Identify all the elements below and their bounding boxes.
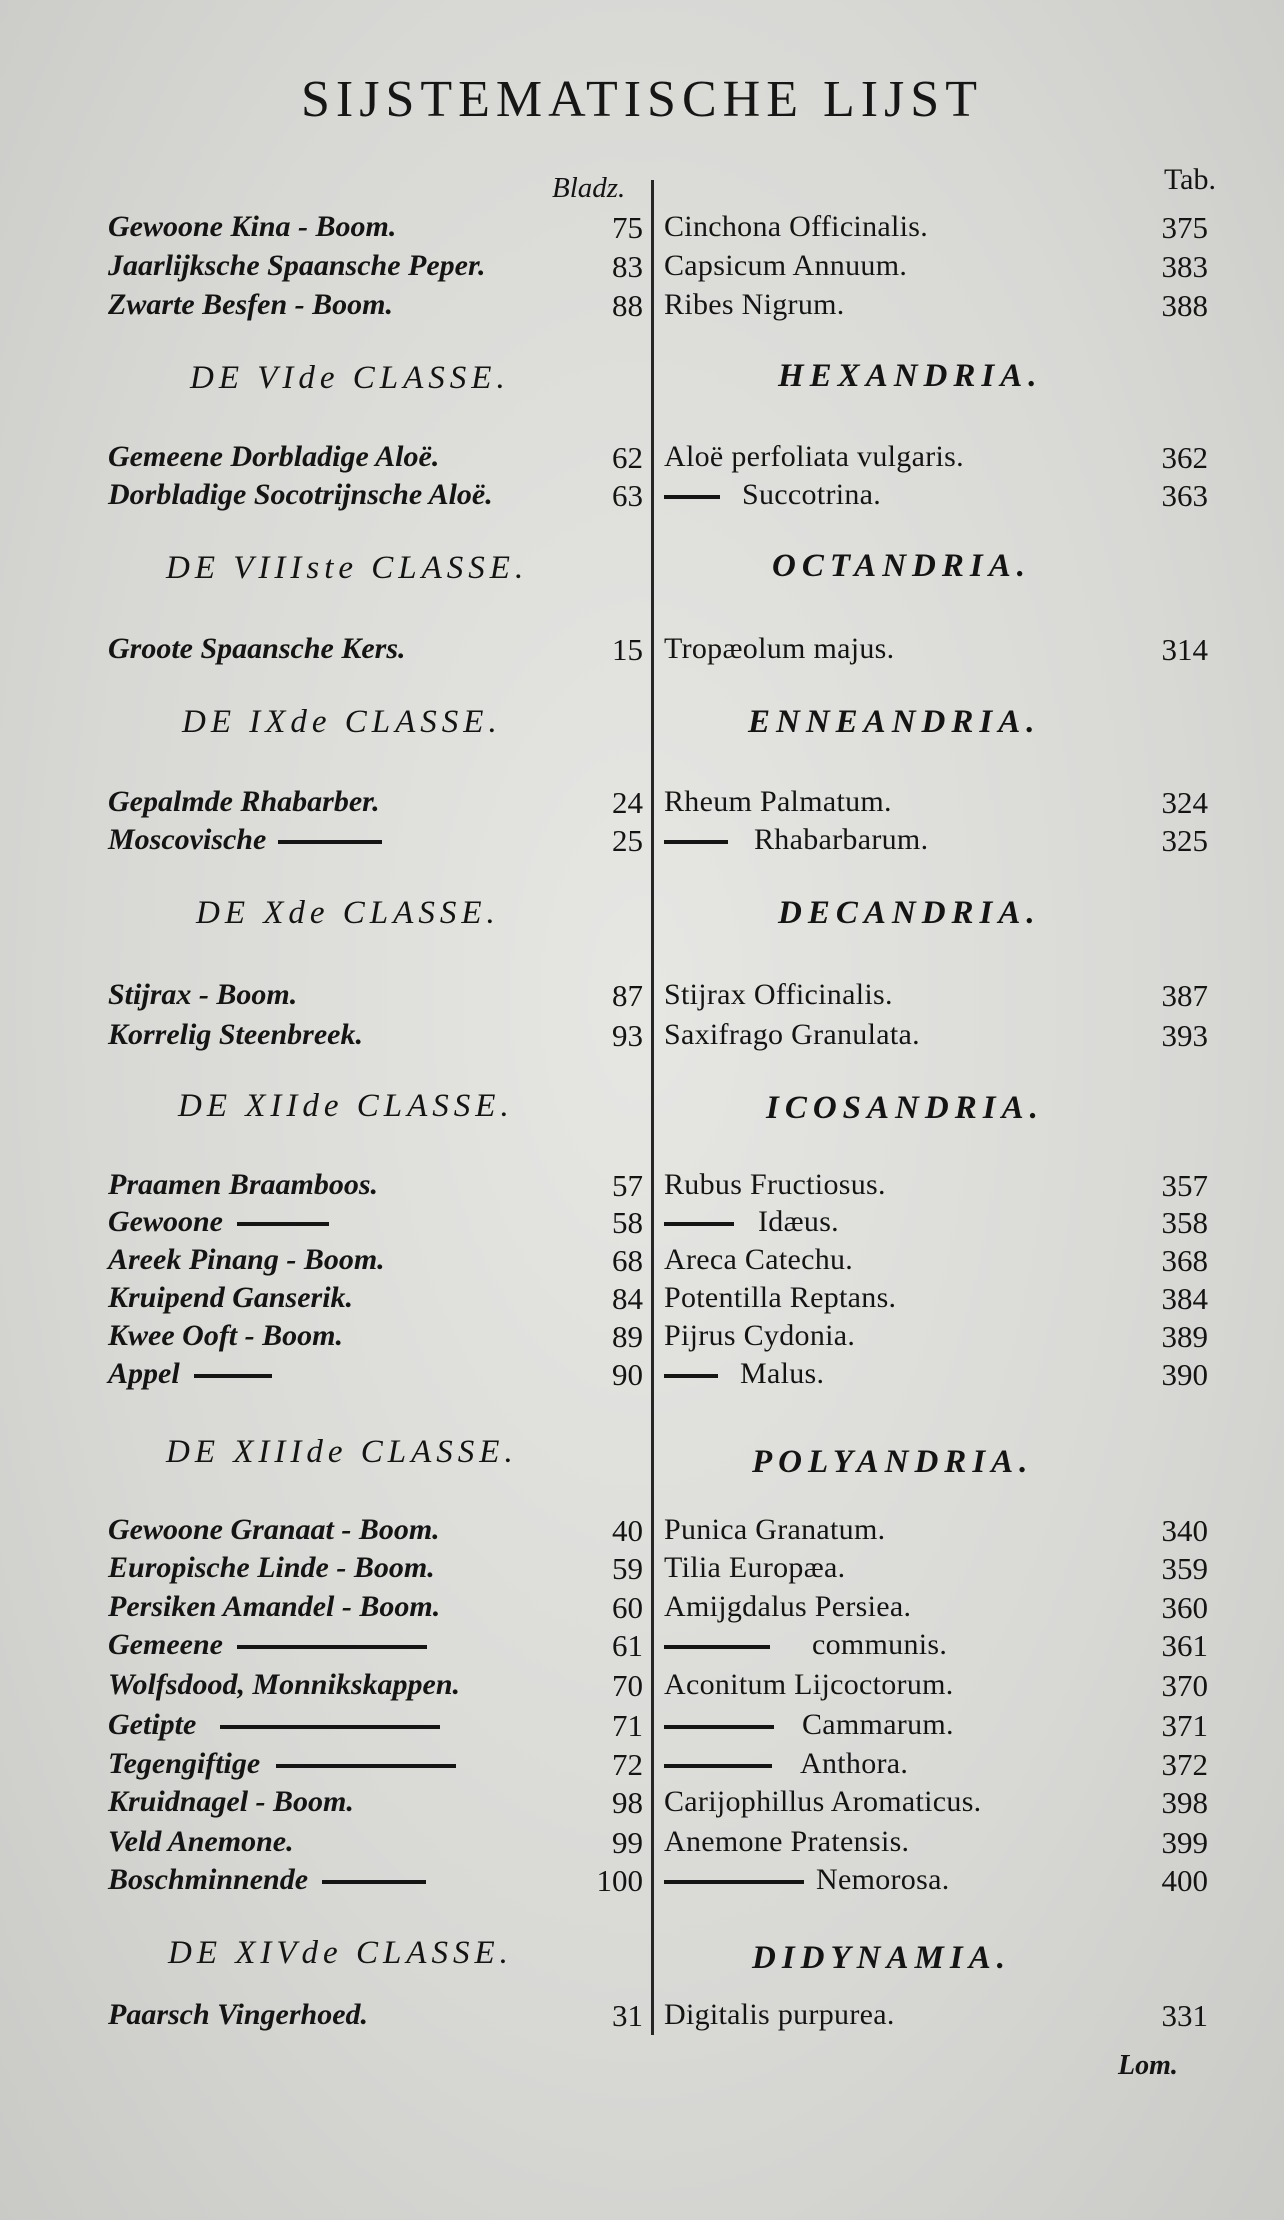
page-number: 68 — [612, 1243, 643, 1278]
dutch-name: Korrelig Steenbreek. — [108, 1018, 363, 1051]
ditto-dash — [278, 840, 382, 844]
page-number: 40 — [612, 1513, 643, 1548]
ditto-dash — [664, 1374, 718, 1378]
dutch-name — [108, 1747, 568, 1781]
page-number: 100 — [596, 1863, 643, 1898]
latin-name: Digitalis purpurea. — [664, 1998, 895, 2031]
plate-number: 375 — [1161, 210, 1208, 245]
latin-name-text: communis. — [812, 1628, 948, 1661]
page-number: 93 — [612, 1018, 643, 1053]
latin-name: Saxifrago Granulata. — [664, 1018, 920, 1051]
latin-name — [664, 1863, 1144, 1897]
latin-name-text: Rhabarbarum. — [754, 823, 929, 856]
latin-name: Pijrus Cydonia. — [664, 1319, 856, 1352]
dutch-name: Kruipend Ganserik. — [108, 1281, 354, 1314]
dutch-name: Gemeene Dorbladige Aloë. — [108, 440, 440, 473]
plate-number: 314 — [1161, 632, 1208, 667]
dutch-name: Zwarte Besfen - Boom. — [108, 288, 393, 321]
dutch-name: Europische Linde - Boom. — [108, 1551, 435, 1584]
plate-number: 372 — [1161, 1747, 1208, 1782]
plate-number: 368 — [1161, 1243, 1208, 1278]
plate-number: 371 — [1161, 1708, 1208, 1743]
ditto-dash — [220, 1725, 440, 1729]
latin-name — [664, 1708, 1144, 1742]
plate-number: 340 — [1161, 1513, 1208, 1548]
latin-name: Rubus Fructiosus. — [664, 1168, 886, 1201]
page-number: 89 — [612, 1319, 643, 1354]
page-number: 63 — [612, 478, 643, 513]
latin-name — [664, 823, 1144, 857]
page-number: 61 — [612, 1628, 643, 1663]
latin-name: Carijophillus Aromaticus. — [664, 1785, 982, 1818]
class-heading-dutch: DE XIIIde CLASSE. — [166, 1434, 518, 1470]
ditto-dash — [664, 1764, 772, 1768]
ditto-dash — [664, 495, 720, 499]
dutch-name: Wolfsdood, Monnikskappen. — [108, 1668, 461, 1701]
ditto-dash — [664, 1880, 804, 1884]
dutch-name: Groote Spaansche Kers. — [108, 632, 406, 665]
plate-number: 361 — [1161, 1628, 1208, 1663]
plate-number: 384 — [1161, 1281, 1208, 1316]
dutch-name: Stijrax - Boom. — [108, 978, 298, 1011]
class-heading-dutch: DE VIIIste CLASSE. — [166, 550, 529, 586]
latin-name-text: Nemorosa. — [816, 1863, 950, 1896]
page-number: 83 — [612, 249, 643, 284]
dutch-name: Gewoone Granaat - Boom. — [108, 1513, 440, 1546]
page-number: 99 — [612, 1825, 643, 1860]
dutch-name-text: Gemeene — [108, 1628, 223, 1661]
page-number: 15 — [612, 632, 643, 667]
class-heading-latin: ENNEANDRIA. — [748, 704, 1041, 740]
latin-name — [664, 1628, 1144, 1662]
latin-name — [664, 1205, 1144, 1239]
class-heading-latin: POLYANDRIA. — [752, 1444, 1034, 1480]
latin-name: Ribes Nigrum. — [664, 288, 845, 321]
latin-name: Tropæolum majus. — [664, 632, 895, 665]
ditto-dash — [664, 1645, 770, 1649]
dutch-name: Dorbladige Socotrijnsche Aloë. — [108, 478, 493, 511]
dutch-name-text: Moscovische — [108, 823, 267, 856]
plate-number: 387 — [1161, 978, 1208, 1013]
dutch-name — [108, 1628, 568, 1662]
class-heading-dutch: DE IXde CLASSE. — [182, 704, 502, 740]
plate-number: 362 — [1161, 440, 1208, 475]
ditto-dash — [664, 840, 728, 844]
dutch-name: Areek Pinang - Boom. — [108, 1243, 385, 1276]
page-number: 25 — [612, 823, 643, 858]
latin-name: Capsicum Annuum. — [664, 249, 908, 282]
dutch-name-text: Boschminnende — [108, 1863, 309, 1896]
plate-number: 358 — [1161, 1205, 1208, 1240]
page-number: 24 — [612, 785, 643, 820]
latin-name: Aconitum Lijcoctorum. — [664, 1668, 954, 1701]
class-heading-dutch: DE VIde CLASSE. — [190, 360, 510, 396]
dutch-name: Gewoone Kina - Boom. — [108, 210, 397, 243]
latin-name-text: Cammarum. — [802, 1708, 954, 1741]
latin-name: Punica Granatum. — [664, 1513, 886, 1546]
plate-number: 398 — [1161, 1785, 1208, 1820]
class-heading-latin: DIDYNAMIA. — [752, 1940, 1011, 1976]
page-number: 31 — [612, 1998, 643, 2033]
plate-number: 363 — [1161, 478, 1208, 513]
latin-name-text: Malus. — [740, 1357, 825, 1390]
plate-number: 389 — [1161, 1319, 1208, 1354]
page-number: 60 — [612, 1590, 643, 1625]
class-heading-latin: DECANDRIA. — [778, 895, 1041, 931]
page-number: 90 — [612, 1357, 643, 1392]
dutch-name: Kruidnagel - Boom. — [108, 1785, 354, 1818]
ditto-dash — [237, 1645, 427, 1649]
ditto-dash — [322, 1880, 426, 1884]
class-heading-latin: OCTANDRIA. — [772, 548, 1031, 584]
latin-name: Stijrax Officinalis. — [664, 978, 893, 1011]
latin-name: Potentilla Reptans. — [664, 1281, 897, 1314]
page-number: 72 — [612, 1747, 643, 1782]
page-title: SIJSTEMATISCHE LIJST — [301, 71, 983, 128]
class-heading-latin: HEXANDRIA. — [778, 358, 1043, 394]
page-number: 59 — [612, 1551, 643, 1586]
dutch-name: Persiken Amandel - Boom. — [108, 1590, 441, 1623]
dutch-name-text: Gewoone — [108, 1205, 223, 1238]
dutch-name: Praamen Braamboos. — [108, 1168, 379, 1201]
dutch-name: Kwee Ooft - Boom. — [108, 1319, 343, 1352]
plate-number: 400 — [1161, 1863, 1208, 1898]
latin-name-text: Anthora. — [800, 1747, 909, 1780]
class-heading-dutch: DE Xde CLASSE. — [196, 895, 500, 931]
dutch-name: Veld Anemone. — [108, 1825, 294, 1858]
dutch-name — [108, 1357, 568, 1391]
dutch-name: Gepalmde Rhabarber. — [108, 785, 380, 818]
dutch-name: Jaarlijksche Spaansche Peper. — [108, 249, 486, 282]
latin-name — [664, 1747, 1144, 1781]
class-heading-latin: ICOSANDRIA. — [766, 1090, 1044, 1126]
plate-number: 360 — [1161, 1590, 1208, 1625]
page-number: 98 — [612, 1785, 643, 1820]
ditto-dash — [194, 1374, 272, 1378]
page-number: 70 — [612, 1668, 643, 1703]
latin-name: Areca Catechu. — [664, 1243, 854, 1276]
column-header-bladz: Bladz. — [552, 172, 626, 204]
latin-name: Rheum Palmatum. — [664, 785, 892, 818]
page-number: 57 — [612, 1168, 643, 1203]
plate-number: 359 — [1161, 1551, 1208, 1586]
ditto-dash — [276, 1764, 456, 1768]
page-number: 62 — [612, 440, 643, 475]
dutch-name — [108, 1708, 568, 1742]
latin-name: Cinchona Officinalis. — [664, 210, 929, 243]
page-number: 71 — [612, 1708, 643, 1743]
dutch-name-text: Appel — [108, 1357, 180, 1390]
latin-name-text: Idæus. — [758, 1205, 839, 1238]
ditto-dash — [237, 1222, 329, 1226]
plate-number: 383 — [1161, 249, 1208, 284]
dutch-name-text: Getipte — [108, 1708, 197, 1741]
latin-name: Amijgdalus Persiea. — [664, 1590, 912, 1623]
latin-name: Aloë perfoliata vulgaris. — [664, 440, 964, 473]
column-header-tab: Tab. — [1163, 163, 1216, 196]
plate-number: 325 — [1161, 823, 1208, 858]
dutch-name — [108, 823, 568, 857]
plate-number: 331 — [1161, 1998, 1208, 2033]
catchword: Lom. — [1118, 2050, 1178, 2081]
latin-name: Tilia Europæa. — [664, 1551, 846, 1584]
page-number: 58 — [612, 1205, 643, 1240]
latin-name — [664, 1357, 1144, 1391]
dutch-name-text: Tegengiftige — [108, 1747, 261, 1780]
plate-number: 399 — [1161, 1825, 1208, 1860]
latin-name — [664, 478, 1144, 512]
dutch-name: Paarsch Vingerhoed. — [108, 1998, 369, 2031]
page-number: 87 — [612, 978, 643, 1013]
plate-number: 370 — [1161, 1668, 1208, 1703]
dutch-name — [108, 1205, 568, 1239]
ditto-dash — [664, 1725, 774, 1729]
class-heading-dutch: DE XIIde CLASSE. — [178, 1088, 514, 1124]
dutch-name — [108, 1863, 568, 1897]
page-number: 88 — [612, 288, 643, 323]
plate-number: 390 — [1161, 1357, 1208, 1392]
plate-number: 357 — [1161, 1168, 1208, 1203]
page-number: 84 — [612, 1281, 643, 1316]
latin-name: Anemone Pratensis. — [664, 1825, 910, 1858]
ditto-dash — [664, 1222, 734, 1226]
class-heading-dutch: DE XIVde CLASSE. — [168, 1935, 513, 1971]
column-divider — [651, 180, 654, 2035]
plate-number: 388 — [1161, 288, 1208, 323]
plate-number: 393 — [1161, 1018, 1208, 1053]
plate-number: 324 — [1161, 785, 1208, 820]
page-number: 75 — [612, 210, 643, 245]
latin-name-text: Succotrina. — [742, 478, 882, 511]
